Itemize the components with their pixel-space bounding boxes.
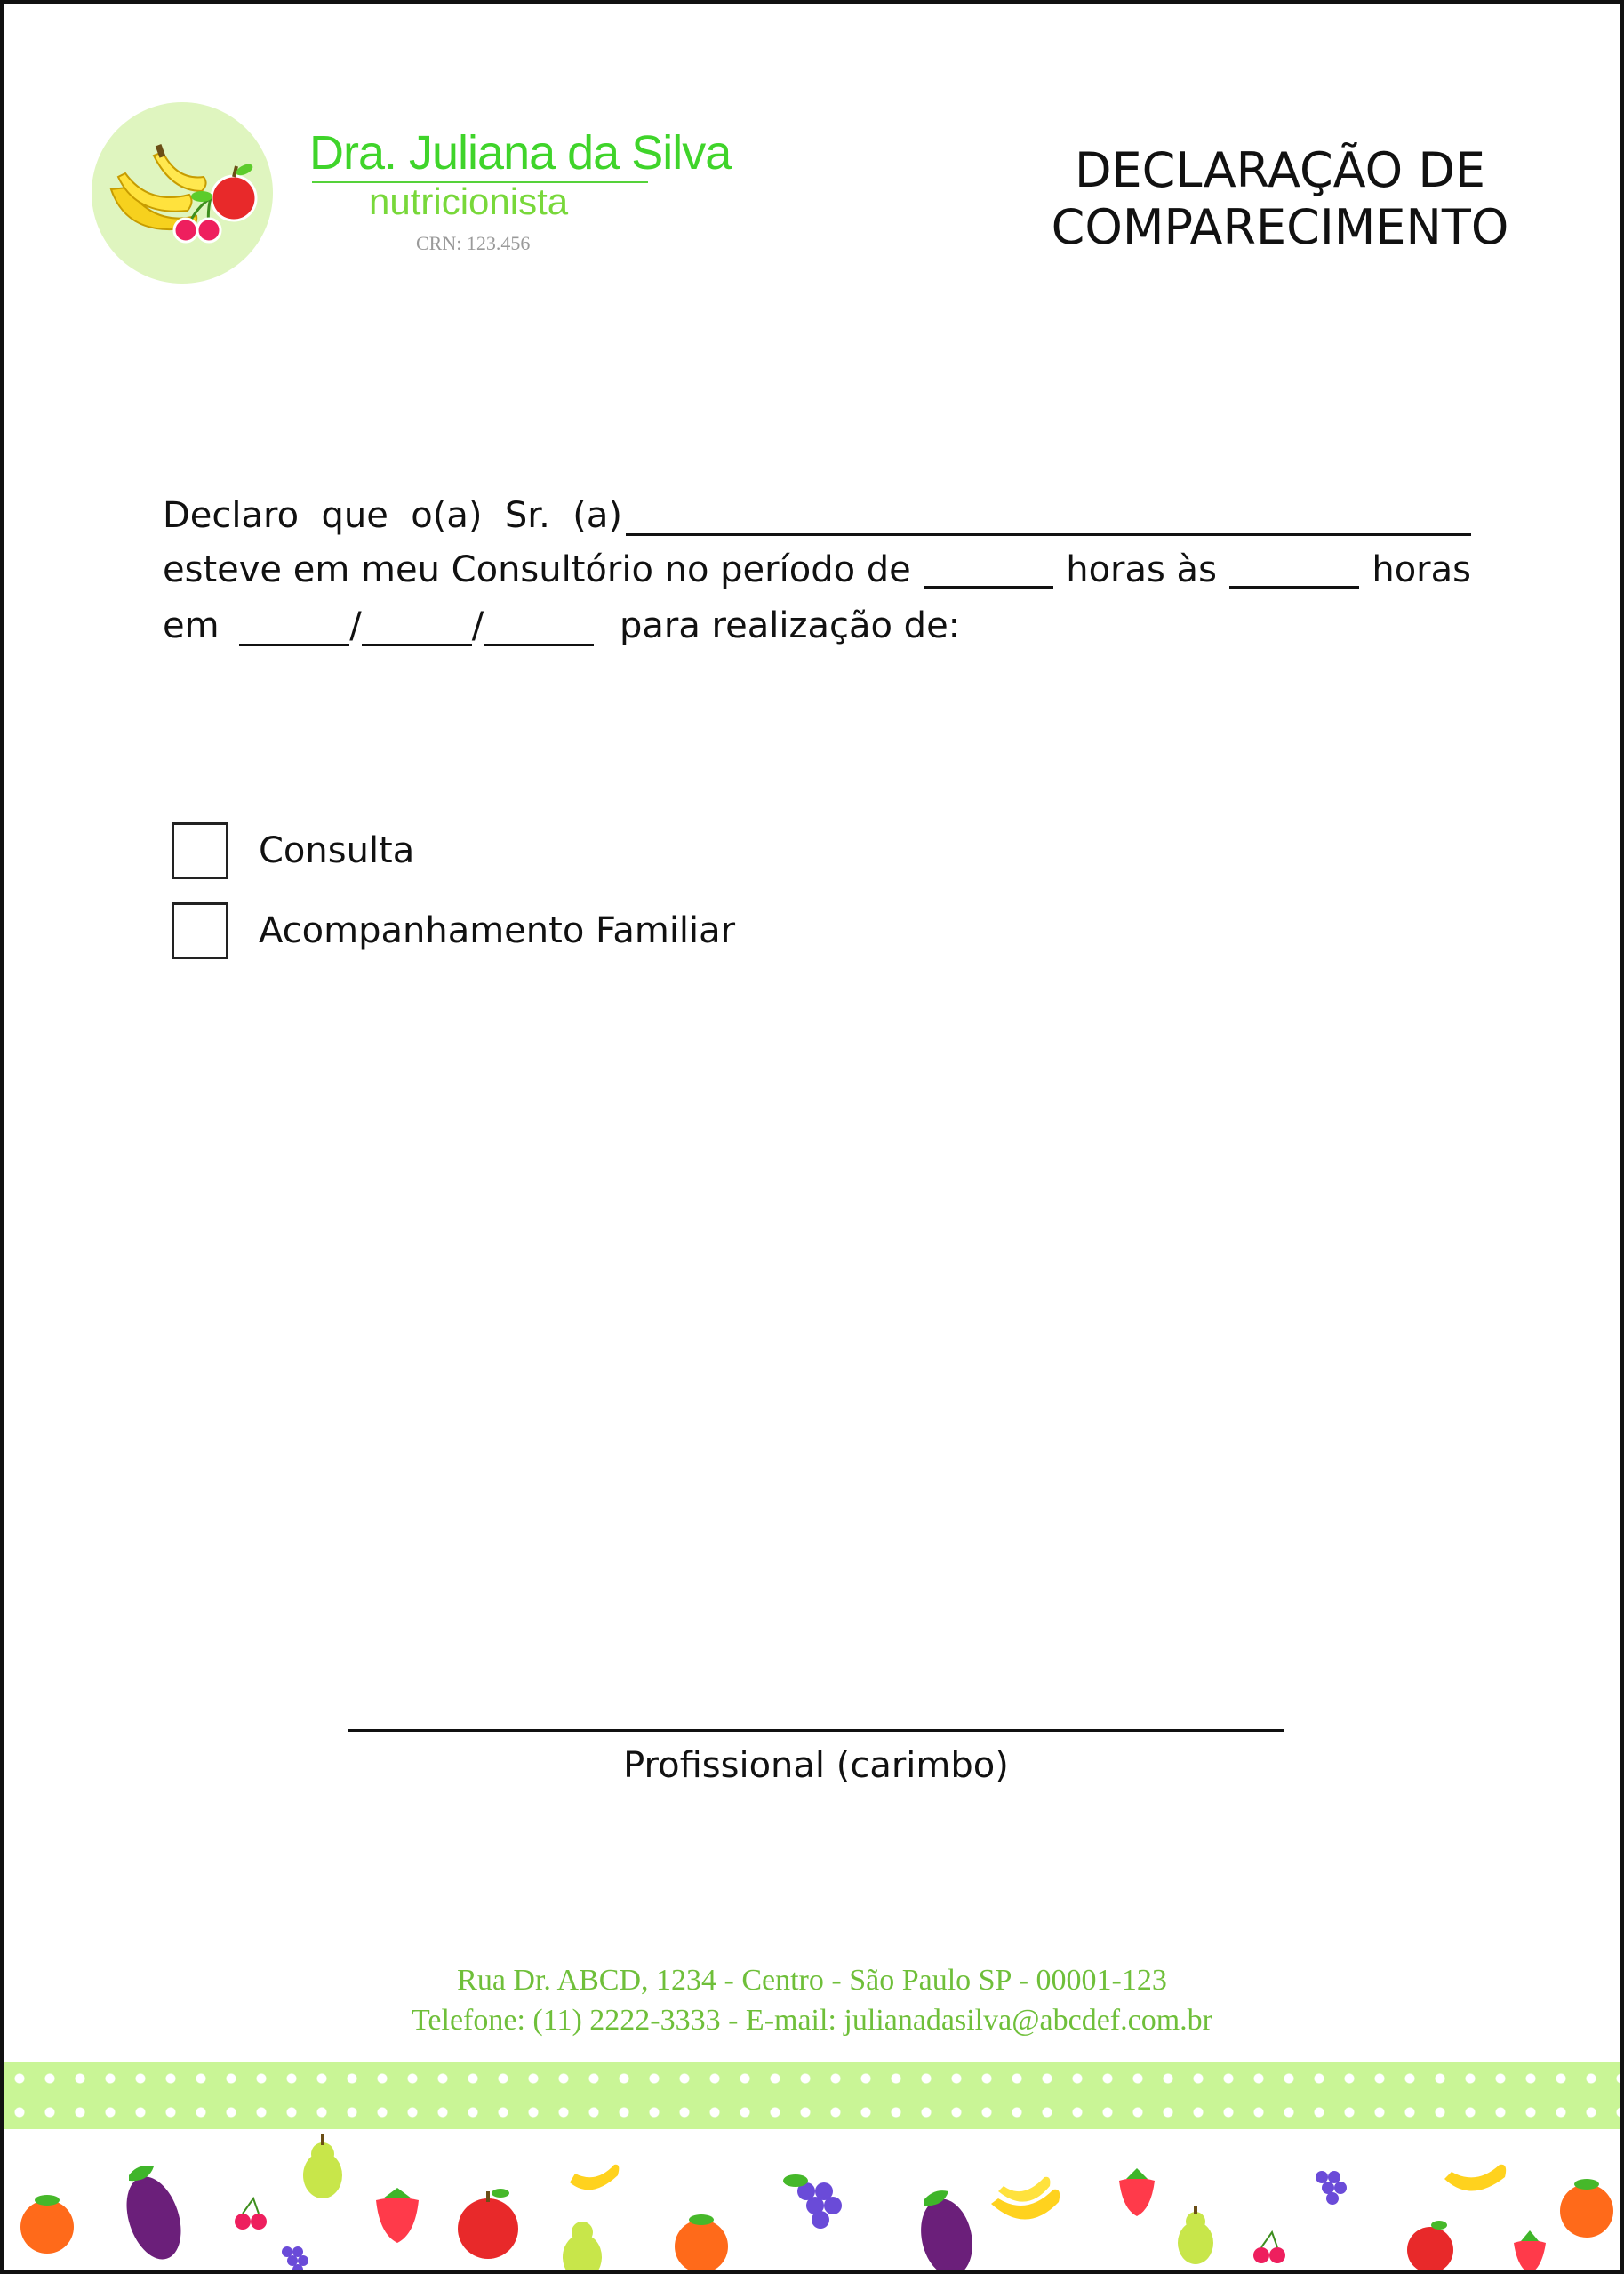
- declaration-line-1: [163, 495, 1471, 536]
- footer-contact: Telefone: (11) 2222-3333 - E-mail: julianadasilva@abcdef.com.br: [412, 2004, 1212, 2037]
- period-prefix: esteve em meu Consultório no período de: [163, 549, 911, 590]
- patient-name-field[interactable]: [626, 495, 1471, 536]
- date-month-field[interactable]: [362, 607, 472, 646]
- date-separator: /: [349, 605, 362, 646]
- strawberry-icon: [1119, 2168, 1155, 2216]
- acompanhamento-label: Acompanhamento Familiar: [259, 910, 736, 951]
- banana-icon: [570, 2165, 619, 2190]
- title-line-2: COMPARECIMENTO: [1051, 199, 1509, 255]
- grape-icon: [1316, 2171, 1347, 2205]
- crn-number: CRN: 123.456: [416, 232, 531, 254]
- acompanhamento-checkbox[interactable]: [172, 902, 228, 959]
- start-time-field[interactable]: [924, 549, 1053, 589]
- eggplant-icon: [914, 2190, 979, 2274]
- date-separator: /: [471, 605, 484, 646]
- cherry-icon: [235, 2198, 267, 2230]
- signature-label: Profissional (carimbo): [623, 1745, 1009, 1786]
- declaration-prefix: Declaro que o(a) Sr. (a): [163, 495, 622, 536]
- logo-badge: [92, 102, 273, 284]
- option-consulta[interactable]: [172, 822, 414, 879]
- declaration-line-3: [163, 605, 1471, 646]
- title-line-1: DECLARAÇÃO DE: [1074, 142, 1486, 198]
- apple-icon: [458, 2189, 518, 2259]
- date-day-field[interactable]: [239, 607, 349, 646]
- orange-icon: [1560, 2179, 1613, 2238]
- cherry-icon: [1253, 2232, 1285, 2263]
- pear-icon: [1178, 2206, 1213, 2264]
- apple-icon: [1407, 2221, 1453, 2273]
- fruit-logo-icon: [92, 102, 273, 284]
- footer-address: Rua Dr. ABCD, 1234 - Centro - São Paulo SP - 00001-123: [457, 1964, 1167, 1997]
- banana-icon: [991, 2177, 1060, 2220]
- eggplant-icon: [117, 2166, 191, 2266]
- declaration-line-2: [163, 549, 1471, 590]
- strawberry-icon: [376, 2188, 419, 2243]
- consulta-checkbox[interactable]: [172, 822, 228, 879]
- period-mid: horas às: [1066, 549, 1217, 590]
- document-title: [982, 142, 1578, 256]
- purpose-label: para realização de:: [619, 605, 961, 646]
- pear-icon: [303, 2134, 342, 2198]
- signature-line[interactable]: [348, 1729, 1284, 1732]
- apple-icon: [212, 162, 256, 220]
- grape-icon: [282, 2246, 308, 2274]
- date-year-field[interactable]: [484, 607, 594, 646]
- pear-icon: [563, 2222, 602, 2274]
- consulta-label: Consulta: [259, 830, 415, 871]
- strawberry-icon: [1514, 2230, 1546, 2274]
- fruit-border: [4, 2129, 1620, 2274]
- date-prefix: em: [163, 605, 220, 646]
- orange-icon: [20, 2195, 74, 2254]
- banana-icon: [1444, 2165, 1506, 2191]
- brand-name: Dra. Juliana da Silva: [309, 126, 732, 180]
- grape-icon: [783, 2174, 842, 2229]
- end-time-field[interactable]: [1229, 549, 1359, 589]
- brand-subtitle: nutricionista: [369, 180, 569, 222]
- option-acompanhamento[interactable]: [172, 902, 735, 959]
- orange-icon: [675, 2214, 728, 2273]
- period-suffix: horas: [1372, 549, 1471, 590]
- polka-dot-band: [4, 2062, 1620, 2129]
